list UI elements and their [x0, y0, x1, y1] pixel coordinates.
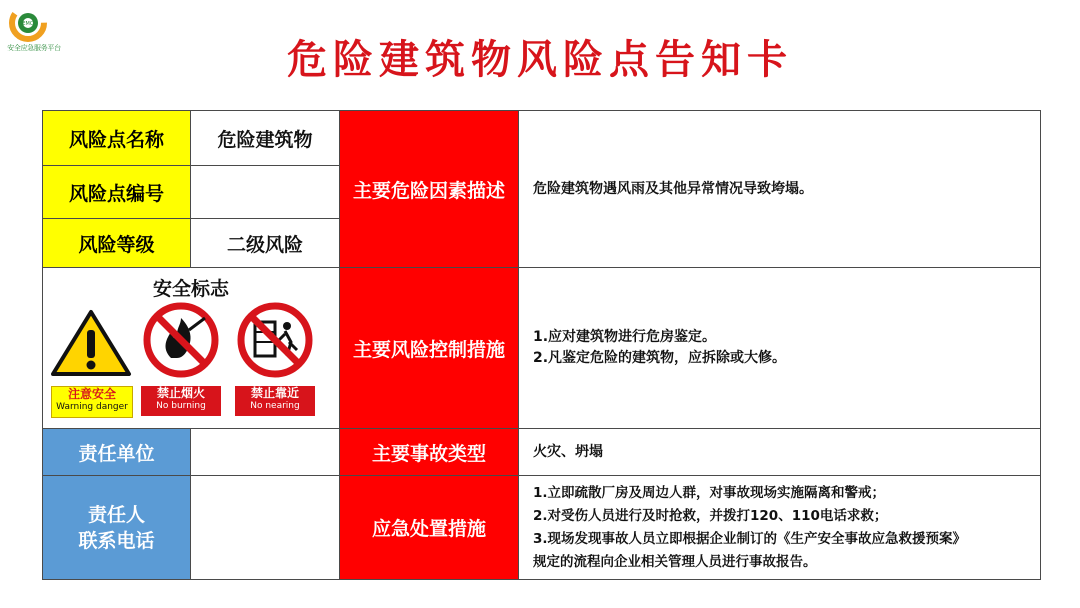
- emergency-text-cell: [518, 475, 1041, 580]
- sign-warning-label-cn: 注意安全: [67, 387, 116, 401]
- risk-level-value-cell: [190, 218, 340, 268]
- warning-triangle-icon: [49, 308, 133, 378]
- risk-name-label-cell: [42, 110, 191, 166]
- control-item: 1.应对建筑物进行危房鉴定。: [533, 329, 717, 345]
- sign-no-approach: [233, 300, 317, 416]
- person-label-2: 联系电话: [78, 529, 155, 552]
- hazard-text: 危险建筑物遇风雨及其他异常情况导致垮塌。: [533, 180, 813, 197]
- control-text-cell: [518, 267, 1041, 429]
- emergency-label-cell: [339, 475, 519, 580]
- logo-text: 安全应急服务平台: [7, 44, 61, 52]
- logo-badge: SEMCR: [19, 21, 37, 27]
- control-item: 2.凡鉴定危险的建筑物，应拆除或大修。: [533, 350, 787, 366]
- sign-no-fire-label-cn: 禁止烟火: [156, 386, 205, 400]
- unit-label-cell: [42, 428, 191, 476]
- page-title: 危险建筑物风险点告知卡: [287, 37, 793, 83]
- emergency-item: 1.立即疏散厂房及周边人群，对事故现场实施隔离和警戒；: [533, 484, 886, 501]
- person-value-cell: [190, 475, 340, 580]
- sign-no-fire-label-en: No burning: [156, 401, 206, 411]
- person-label-cell: [42, 475, 191, 580]
- emergency-item: 规定的流程向企业相关管理人员进行事故报告。: [533, 553, 817, 570]
- no-fire-icon: [139, 300, 223, 380]
- unit-value-cell: [190, 428, 340, 476]
- risk-level-value: 二级风险: [226, 233, 303, 256]
- accident-label-cell: [339, 428, 519, 476]
- sign-no-approach-label-en: No nearing: [250, 401, 300, 411]
- no-approach-icon: [233, 300, 317, 380]
- risk-code-label: 风险点编号: [68, 182, 164, 205]
- emergency-label: 应急处置措施: [371, 518, 486, 540]
- accident-label: 主要事故类型: [371, 442, 486, 465]
- sign-no-fire-caption-box: [141, 386, 221, 416]
- risk-name-label: 风险点名称: [68, 128, 164, 151]
- sign-warning-label-en: Warning danger: [56, 402, 128, 412]
- sign-no-fire: [139, 300, 223, 416]
- sign-no-approach-label-cn: 禁止靠近: [250, 386, 299, 400]
- hazard-text-cell: [518, 110, 1041, 268]
- sign-no-approach-caption-box: [235, 386, 315, 416]
- accident-text: 火灾、坍塌: [533, 443, 603, 460]
- sign-warning: [49, 308, 133, 416]
- hazard-label-cell: [339, 110, 519, 268]
- emergency-item: 2.对受伤人员进行及时抢救，并拨打120、110电话求救；: [533, 507, 888, 524]
- hazard-label: 主要危险因素描述: [352, 179, 505, 202]
- risk-level-label: 风险等级: [78, 233, 155, 256]
- risk-code-label-cell: [42, 165, 191, 219]
- risk-name-value: 危险建筑物: [217, 128, 313, 151]
- risk-code-value-cell: [190, 165, 340, 219]
- risk-level-label-cell: [42, 218, 191, 268]
- safety-signs-cell: [42, 267, 340, 429]
- safety-signs-title: 安全标志: [152, 278, 229, 300]
- risk-name-value-cell: [190, 110, 340, 166]
- control-label: 主要风险控制措施: [352, 338, 505, 361]
- person-label-1: 责任人: [87, 503, 145, 526]
- accident-text-cell: [518, 428, 1041, 476]
- unit-label: 责任单位: [78, 442, 155, 465]
- control-label-cell: [339, 267, 519, 429]
- emergency-item: 3.现场发现事故人员立即根据企业制订的《生产安全事故应急救援预案》: [533, 530, 967, 547]
- sign-warning-caption-box: [51, 386, 133, 418]
